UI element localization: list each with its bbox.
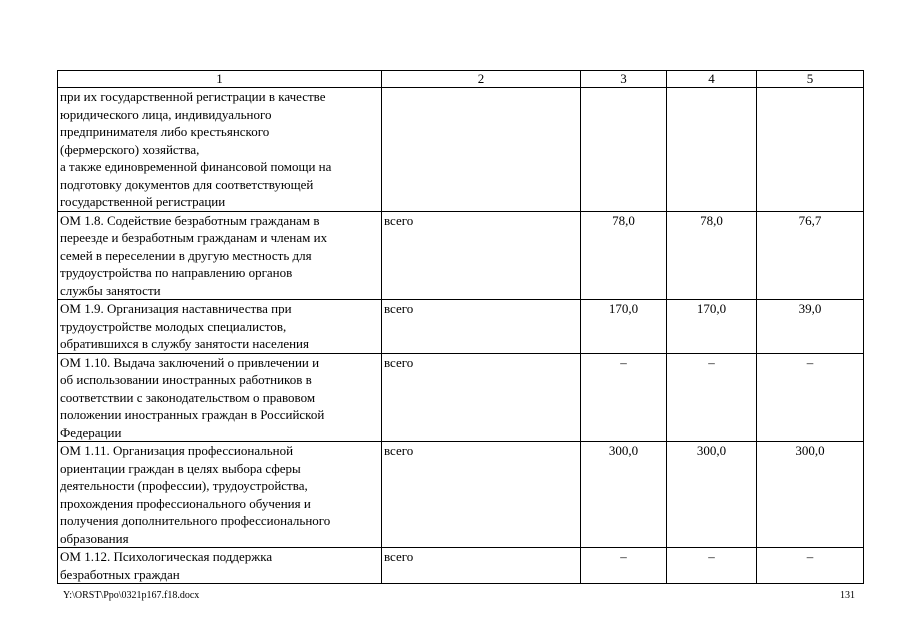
row-type [382,88,581,212]
row-value-col3: 170,0 [581,300,667,354]
header-col-1: 1 [58,71,382,88]
row-value-col3: 78,0 [581,211,667,300]
program-table [57,70,864,584]
row-value-col3 [581,88,667,212]
row-value-col4: 300,0 [667,442,757,548]
table-row [58,88,864,212]
row-value-col5: 39,0 [757,300,864,354]
row-value-col5: 76,7 [757,211,864,300]
table-row [58,353,864,442]
row-value-col3: 300,0 [581,442,667,548]
header-col-3: 3 [581,71,667,88]
row-type: всего [382,211,581,300]
footer-file-path: Y:\ORST\Ppo\0321p167.f18.docx [63,590,200,601]
row-value-col5 [757,88,864,212]
header-col-2: 2 [382,71,581,88]
row-description: при их государственной регистрации в качестве юридического лица, индивидуального предпринимателя либо крестьянского (фермерского) хозяйства, а также единовременной финансовой помощи на подготовку документов для соответствующей государственной регистрации [58,88,382,212]
row-value-col5: – [757,548,864,584]
row-description: ОМ 1.12. Психологическая поддержка безработных граждан [58,548,382,584]
row-description: ОМ 1.8. Содействие безработным гражданам в переезде и безработным гражданам и членам их семей в переселении в другую местность для трудоустройства по направлению органов службы занятости [58,211,382,300]
row-type: всего [382,353,581,442]
row-value-col4: – [667,353,757,442]
row-value-col4: 170,0 [667,300,757,354]
row-type: всего [382,548,581,584]
row-description: ОМ 1.11. Организация профессиональной ориентации граждан в целях выбора сферы деятельности (профессии), трудоустройства, прохождения профессионального обучения и получения дополнительного профессионального образования [58,442,382,548]
row-value-col4 [667,88,757,212]
row-value-col5: – [757,353,864,442]
header-col-5: 5 [757,71,864,88]
row-type: всего [382,442,581,548]
table-header-row [58,71,864,88]
table-row [58,211,864,300]
row-value-col4: 78,0 [667,211,757,300]
header-col-4: 4 [667,71,757,88]
row-value-col4: – [667,548,757,584]
row-description: ОМ 1.10. Выдача заключений о привлечении и об использовании иностранных работников в соответствии с законодательством о правовом положении иностранных граждан в Российской Федерации [58,353,382,442]
table-row [58,548,864,584]
row-value-col3: – [581,548,667,584]
footer-page-number: 131 [840,590,855,601]
table-row [58,442,864,548]
row-description: ОМ 1.9. Организация наставничества при трудоустройстве молодых специалистов, обратившихся в службу занятости населения [58,300,382,354]
table-row [58,300,864,354]
row-type: всего [382,300,581,354]
row-value-col3: – [581,353,667,442]
row-value-col5: 300,0 [757,442,864,548]
